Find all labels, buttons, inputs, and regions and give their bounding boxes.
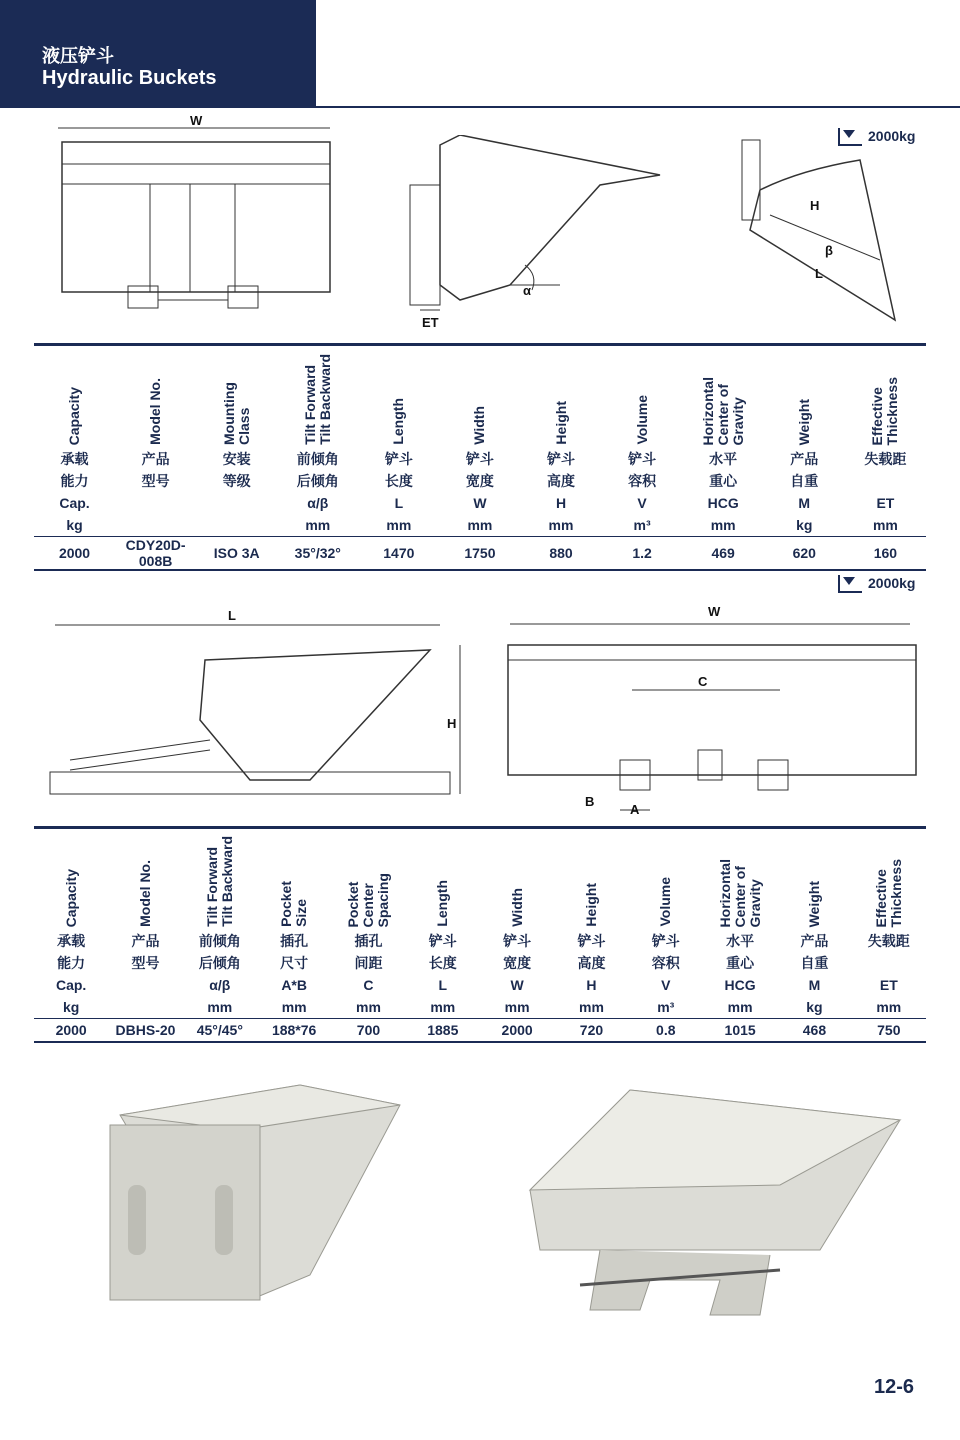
side-view-drawing <box>400 135 670 335</box>
weight-icon <box>838 128 862 146</box>
t2-unit-10: kg <box>806 999 823 1015</box>
t1-cell-4: 1470 <box>358 537 439 571</box>
t2-unit-2: mm <box>207 999 233 1015</box>
skip-c-label: C <box>698 674 708 689</box>
t1-cell-7: 1.2 <box>602 537 683 571</box>
t1-unit-5: mm <box>467 517 493 533</box>
t1-sym-6: H <box>555 495 567 511</box>
t1-unit-10: mm <box>872 517 898 533</box>
table-row <box>34 537 926 571</box>
t2-h-cn2-8: 容积 <box>651 955 680 971</box>
t1-h-en-7: Volume <box>633 395 650 445</box>
skip-h-label: H <box>447 716 457 731</box>
t1-h-cn2-7: 容积 <box>628 473 657 489</box>
t2-sym-11: ET <box>879 977 898 993</box>
t1-h-cn-9: 产品 <box>790 451 819 467</box>
t1-sym-5: W <box>473 495 487 511</box>
header-rule <box>316 106 960 108</box>
t1-h-cn2-2: 等级 <box>222 473 251 489</box>
t2-sym-3: A*B <box>281 977 307 993</box>
t2-sym-1 <box>108 974 182 996</box>
t1-sym-0: Cap. <box>59 495 90 511</box>
t2-h-cn2-11 <box>852 952 926 974</box>
t2-sym-6: W <box>510 977 524 993</box>
t2-h-cn2-9: 重心 <box>726 955 755 971</box>
beta-label: β <box>825 243 833 258</box>
t2-h-cn2-3: 尺寸 <box>280 955 309 971</box>
t2-h-cn-8: 铲斗 <box>651 933 680 949</box>
t1-h-cn-0: 承载 <box>60 451 89 467</box>
t1-sym-9: M <box>798 495 811 511</box>
t2-sym-10: M <box>808 977 821 993</box>
t2-h-cn2-6: 宽度 <box>503 955 532 971</box>
skip-rear-view-drawing <box>500 600 920 820</box>
t2-unit-6: mm <box>504 999 530 1015</box>
t2-h-cn2-1: 型号 <box>131 955 160 971</box>
t1-h-cn-10: 失载距 <box>864 451 907 467</box>
t2-cell-10: 468 <box>777 1019 851 1043</box>
t1-cell-8: 469 <box>683 537 764 571</box>
t1-h-cn-2: 安装 <box>222 451 251 467</box>
t2-h-en-6: Width <box>508 888 525 927</box>
t2-cell-1: DBHS-20 <box>108 1019 182 1043</box>
t2-sym-9: HCG <box>724 977 756 993</box>
t2-sym-0: Cap. <box>55 977 87 993</box>
t1-cell-1: CDY20D-008B <box>115 537 196 571</box>
hydraulic-bucket-render <box>100 1075 420 1315</box>
skip-bucket-render <box>520 1080 920 1320</box>
t2-h-cn-1: 产品 <box>131 933 160 949</box>
t2-h-cn-2: 前倾角 <box>198 933 241 949</box>
t1-h-cn-7: 铲斗 <box>628 451 657 467</box>
t1-h-en-3: Tilt Forward Tilt Backward <box>301 354 333 445</box>
t2-h-en-10: Weight <box>805 880 822 927</box>
t1-h-en-8: Horizontal Center of Gravity <box>699 376 746 445</box>
t2-h-en-11: Effective Thickness <box>872 858 904 927</box>
t1-cell-10: 160 <box>845 537 926 571</box>
t1-unit-9: kg <box>796 517 813 533</box>
t2-unit-1 <box>108 996 182 1019</box>
t2-cell-4: 700 <box>331 1019 405 1043</box>
weight-icon <box>838 575 862 593</box>
t1-h-cn-6: 铲斗 <box>547 451 575 467</box>
t1-unit-1 <box>115 514 196 537</box>
t1-sym-2 <box>196 492 277 514</box>
t1-h-cn2-1: 型号 <box>141 473 170 489</box>
title-en: Hydraulic Buckets <box>42 67 217 89</box>
skip-b-label: B <box>585 794 595 809</box>
t2-h-en-0: Capacity <box>62 868 79 927</box>
t2-h-cn-5: 铲斗 <box>428 933 457 949</box>
t2-h-cn-3: 插孔 <box>280 933 309 949</box>
t2-h-en-4: Pocket Center Spacing <box>344 872 391 927</box>
t1-h-cn2-3: 后倾角 <box>296 473 339 489</box>
t1-h-en-5: Width <box>471 406 488 445</box>
t1-cell-5: 1750 <box>439 537 520 571</box>
t2-cell-5: 1885 <box>406 1019 480 1043</box>
t2-unit-9: mm <box>727 999 753 1015</box>
skip-a-label: A <box>630 802 640 817</box>
table-row <box>34 1019 926 1043</box>
t2-h-en-3: Pocket Size <box>278 881 310 927</box>
t2-cell-8: 0.8 <box>629 1019 703 1043</box>
t1-cell-2: ISO 3A <box>196 537 277 571</box>
t1-unit-4: mm <box>386 517 412 533</box>
t1-h-cn-4: 铲斗 <box>384 451 413 467</box>
t1-h-cn2-8: 重心 <box>709 473 738 489</box>
t2-h-cn2-10: 自重 <box>800 955 829 971</box>
t2-cell-11: 750 <box>852 1019 926 1043</box>
front-view-drawing <box>40 112 350 322</box>
t1-h-cn-5: 铲斗 <box>465 451 494 467</box>
t2-h-cn2-4: 间距 <box>354 955 383 971</box>
t1-sym-1 <box>115 492 196 514</box>
t2-h-cn-10: 产品 <box>800 933 829 949</box>
t1-h-en-6: Height <box>552 401 569 445</box>
t2-unit-3: mm <box>281 999 307 1015</box>
t2-cell-6: 2000 <box>480 1019 554 1043</box>
t2-h-en-7: Height <box>582 883 599 927</box>
t2-sym-5: L <box>438 977 448 993</box>
t1-cell-9: 620 <box>764 537 845 571</box>
spec-table-2 <box>34 830 926 1043</box>
spec-table-1 <box>34 348 926 571</box>
t2-h-cn-11: 失载距 <box>867 933 910 949</box>
t2-h-en-1: Model No. <box>136 860 153 927</box>
t1-unit-7: m³ <box>633 517 651 533</box>
t1-unit-6: mm <box>548 517 574 533</box>
t2-cell-2: 45°/45° <box>183 1019 257 1043</box>
t2-h-cn-4: 插孔 <box>354 933 383 949</box>
weight-badge-label: 2000kg <box>868 575 916 591</box>
t2-h-cn2-7: 高度 <box>577 955 606 971</box>
capacity-view-drawing <box>720 130 920 340</box>
t2-sym-7: H <box>586 977 597 993</box>
t1-cell-0: 2000 <box>34 537 115 571</box>
t2-h-en-9: Horizontal Center of Gravity <box>716 858 763 927</box>
t2-h-cn-6: 铲斗 <box>503 933 532 949</box>
weight-badge-mid <box>838 575 915 593</box>
t1-unit-8: mm <box>710 517 736 533</box>
t2-cell-0: 2000 <box>34 1019 108 1043</box>
t1-sym-7: V <box>637 495 647 511</box>
title-cn: 液压铲斗 <box>42 46 114 67</box>
t2-h-cn-0: 承载 <box>57 933 86 949</box>
page-number: 12-6 <box>873 1376 914 1398</box>
t1-h-cn2-4: 长度 <box>384 473 413 489</box>
header-banner <box>0 0 316 108</box>
table2-top-rule <box>34 826 926 829</box>
t1-cell-6: 880 <box>520 537 601 571</box>
t1-sym-8: HCG <box>707 495 739 511</box>
table1-top-rule <box>34 343 926 346</box>
t1-h-cn2-5: 宽度 <box>465 473 494 489</box>
t2-h-cn2-0: 能力 <box>57 955 86 971</box>
alpha-label: α <box>523 283 531 298</box>
t1-h-en-9: Weight <box>795 398 812 445</box>
t1-sym-10: ET <box>876 495 895 511</box>
t1-unit-3: mm <box>305 517 331 533</box>
t2-h-cn2-5: 长度 <box>428 955 457 971</box>
t1-h-cn2-6: 高度 <box>547 473 575 489</box>
t2-h-cn2-2: 后倾角 <box>198 955 241 971</box>
t2-h-cn-7: 铲斗 <box>577 933 606 949</box>
t2-unit-8: m³ <box>657 999 675 1015</box>
width-label: W <box>190 113 203 128</box>
t1-h-en-1: Model No. <box>147 378 164 445</box>
t2-h-cn-9: 水平 <box>726 933 755 949</box>
et-label: ET <box>422 315 439 330</box>
t1-h-cn2-9: 自重 <box>790 473 819 489</box>
skip-side-view-drawing <box>40 600 470 800</box>
t1-h-en-4: Length <box>390 398 407 445</box>
t2-sym-8: V <box>661 977 671 993</box>
weight-badge-top <box>838 128 915 146</box>
t2-sym-2: α/β <box>209 977 231 993</box>
t1-cell-3: 35°/32° <box>277 537 358 571</box>
h-label: H <box>810 198 820 213</box>
t1-sym-4: L <box>394 495 404 511</box>
t1-h-en-2: Mounting Class <box>220 382 252 445</box>
t1-h-en-0: Capacity <box>66 386 83 445</box>
t1-unit-2 <box>196 514 277 537</box>
t1-h-cn-1: 产品 <box>141 451 170 467</box>
t2-cell-3: 188*76 <box>257 1019 331 1043</box>
t2-cell-7: 720 <box>554 1019 628 1043</box>
skip-w-label: W <box>708 604 721 619</box>
t1-h-cn2-0: 能力 <box>60 473 89 489</box>
t2-sym-4: C <box>363 977 374 993</box>
t2-unit-0: kg <box>62 999 80 1015</box>
l-label: L <box>815 266 823 281</box>
t1-h-cn-3: 前倾角 <box>296 451 339 467</box>
t2-unit-5: mm <box>430 999 456 1015</box>
weight-badge-label: 2000kg <box>868 128 916 144</box>
t1-sym-3: α/β <box>307 495 329 511</box>
t2-unit-4: mm <box>356 999 381 1015</box>
skip-l-label: L <box>228 608 236 623</box>
t2-unit-11: mm <box>876 999 902 1015</box>
t1-h-cn-8: 水平 <box>709 451 738 467</box>
t1-h-cn2-10 <box>845 470 926 492</box>
t1-h-en-10: Effective Thickness <box>869 376 901 445</box>
t2-unit-7: mm <box>579 999 604 1015</box>
t2-h-en-8: Volume <box>657 877 674 927</box>
t1-unit-0: kg <box>66 517 83 533</box>
t2-h-en-5: Length <box>434 880 451 927</box>
t2-cell-9: 1015 <box>703 1019 777 1043</box>
t2-h-en-2: Tilt Forward Tilt Backward <box>203 836 235 927</box>
